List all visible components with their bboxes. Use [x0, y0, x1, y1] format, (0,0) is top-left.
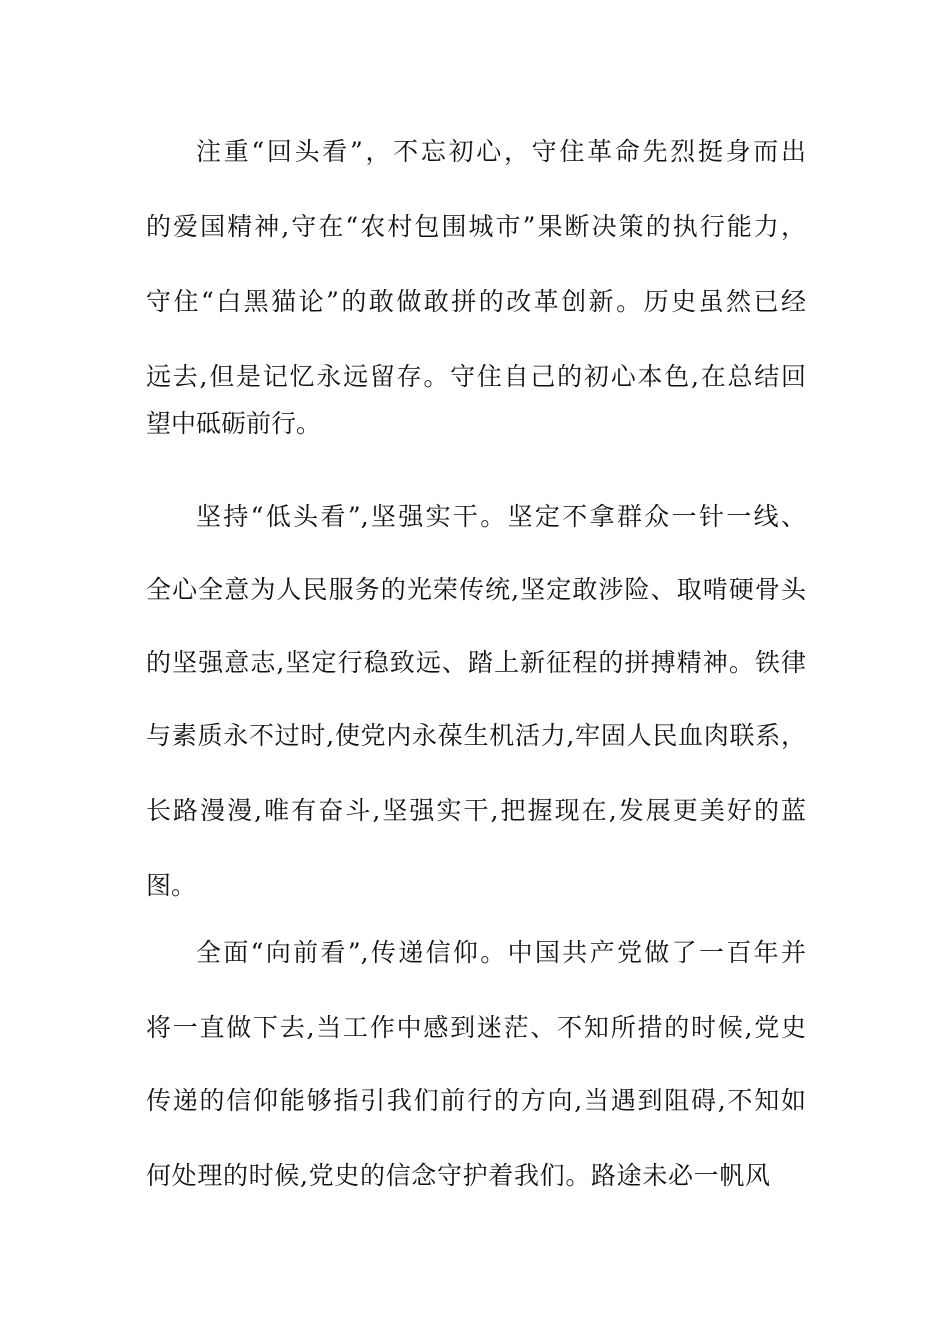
paragraph-2-line-5: 长路漫漫,唯有奋斗,坚强实干,把握现在,发展更美好的蓝 — [146, 796, 806, 825]
paragraph-1-line-2: 的爱国精神,守在“农村包围城市”果断决策的执行能力， — [146, 212, 806, 241]
paragraph-3-line-1: 全面“向前看”,传递信仰。中国共产党做了一百年并 — [196, 938, 806, 967]
paragraph-1-line-3: 守住“白黑猫论”的敢做敢拼的改革创新。历史虽然已经 — [146, 287, 806, 316]
paragraph-1-line-1: 注重“回头看”，不忘初心，守住革命先烈挺身而出 — [196, 137, 806, 166]
paragraph-3-line-4: 何处理的时候,党史的信念守护着我们。路途未必一帆风 — [146, 1161, 770, 1190]
paragraph-2-line-4: 与素质永不过时,使党内永葆生机活力,牢固人民血肉联系， — [146, 721, 806, 750]
paragraph-2-line-3: 的坚强意志,坚定行稳致远、踏上新征程的拼搏精神。铁律 — [146, 648, 806, 677]
paragraph-1-line-4: 远去,但是记忆永远留存。守住自己的初心本色,在总结回 — [146, 362, 806, 391]
paragraph-3-line-3: 传递的信仰能够指引我们前行的方向,当遇到阻碍,不知如 — [146, 1086, 806, 1115]
paragraph-3-line-2: 将一直做下去,当工作中感到迷茫、不知所措的时候,党史 — [146, 1013, 806, 1042]
paragraph-2-line-6: 图。 — [146, 871, 197, 900]
paragraph-2-line-1: 坚持“低头看”,坚强实干。坚定不拿群众一针一线、 — [196, 502, 806, 531]
paragraph-2-line-2: 全心全意为人民服务的光荣传统,坚定敢涉险、取啃硬骨头 — [146, 575, 806, 604]
paragraph-1-line-5: 望中砥砺前行。 — [146, 409, 322, 438]
